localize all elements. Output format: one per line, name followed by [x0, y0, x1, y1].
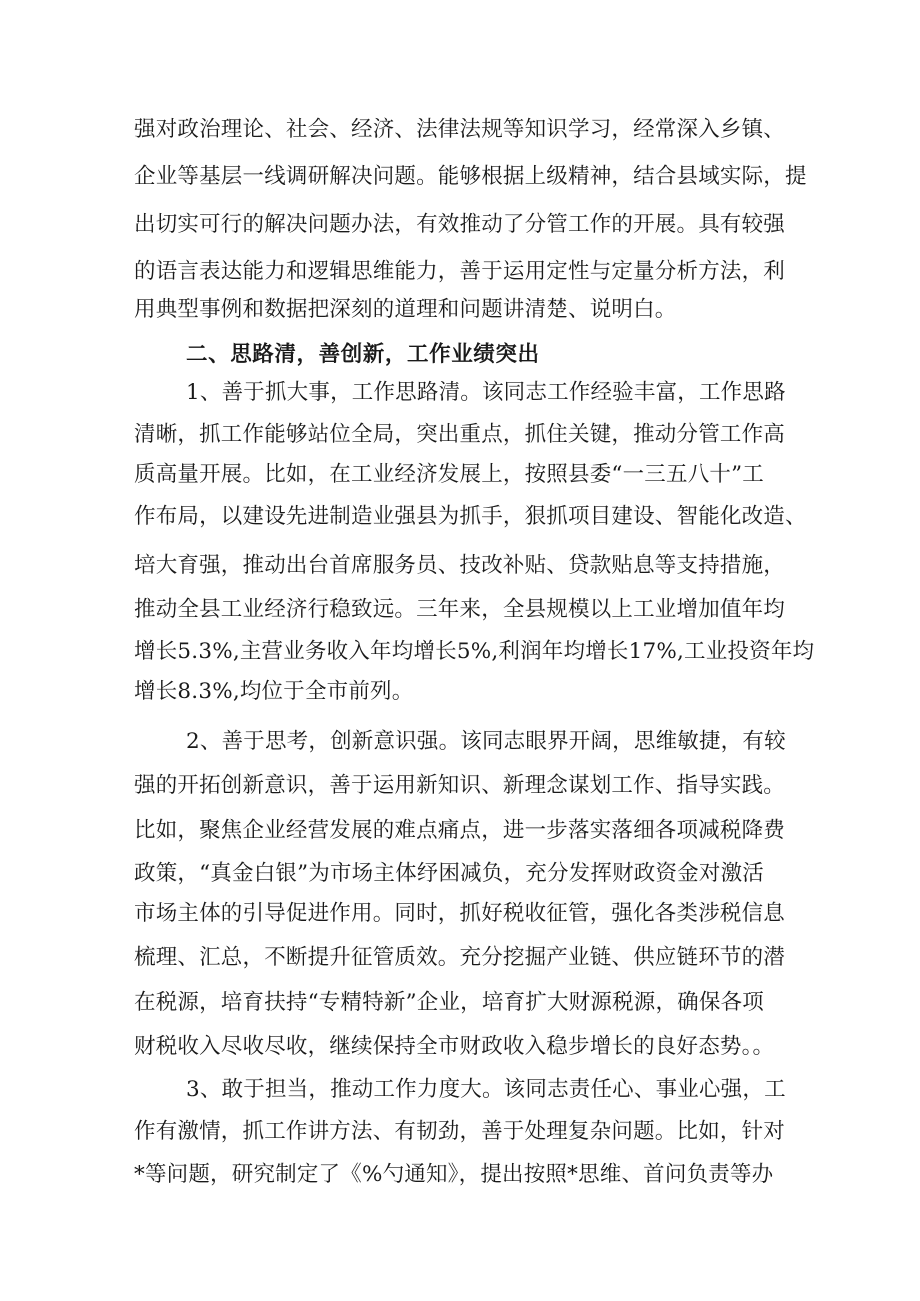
paragraph-line: 2、善于思考，创新意识强。该同志眼界开阔，思维敏捷，有较 — [186, 729, 786, 754]
paragraph-line: 作布局，以建设先进制造业强县为抓手，狠抓项目建设、智能化改造、 — [134, 504, 807, 529]
paragraph-line: 政策，“真金白银”为市场主体纾困减负，充分发挥财政资金对激活 — [134, 861, 764, 886]
paragraph-line: 推动全县工业经济行稳致远。三年来，全县规模以上工业增加值年均 — [134, 597, 786, 622]
paragraph-line: 3、敢于担当，推动工作力度大。该同志责任心、事业心强，工 — [186, 1077, 786, 1102]
paragraph-line: 培大育强，推动出台首席服务员、技改补贴、贷款贴息等支持措施， — [134, 553, 786, 578]
paragraph-line: 市场主体的引导促进作用。同时，抓好税收征管，强化各类涉税信息 — [134, 901, 786, 926]
paragraph-line: 在税源，培育扶持“专精特新”企业，培育扩大财源税源，确保各项 — [134, 990, 764, 1015]
paragraph-line: 增长8.3%,均位于全市前列。 — [134, 679, 414, 704]
paragraph-line: 出切实可行的解决问题办法，有效推动了分管工作的开展。具有较强 — [134, 212, 786, 237]
paragraph-line: *等问题，研究制定了《%勺通知》，提出按照*思维、首问负责等办 — [134, 1162, 774, 1187]
section-heading: 二、思路清，善创新，工作业绩突出 — [186, 342, 540, 367]
paragraph-line: 增长5.3%,主营业务收入年均增长5%,利润年均增长17%,工业投资年均 — [134, 639, 815, 664]
paragraph-line: 梳理、汇总，不断提升征管质效。充分挖掘产业链、供应链环节的潜 — [134, 945, 786, 970]
paragraph-line: 作有激情，抓工作讲方法、有韧劲，善于处理复杂问题。比如，针对 — [134, 1119, 786, 1144]
paragraph-line: 强对政治理论、社会、经济、法律法规等知识学习，经常深入乡镇、 — [134, 117, 786, 142]
paragraph-line: 比如，聚焦企业经营发展的难点痛点，进一步落实落细各项减税降费 — [134, 818, 786, 843]
paragraph-line: 的语言表达能力和逻辑思维能力，善于运用定性与定量分析方法，利 — [134, 259, 786, 284]
paragraph-line: 1、善于抓大事，工作思路清。该同志工作经验丰富，工作思路 — [186, 380, 786, 405]
paragraph-line: 强的开拓创新意识，善于运用新知识、新理念谋划工作、指导实践。 — [134, 773, 786, 798]
paragraph-line: 财税收入尽收尽收，继续保持全市财政收入稳步增长的良好态势。。 — [134, 1034, 775, 1059]
paragraph-line: 企业等基层一线调研解决问题。能够根据上级精神，结合县域实际，提 — [134, 164, 807, 189]
paragraph-line: 质高量开展。比如，在工业经济发展上，按照县委“一三五八十”工 — [134, 462, 764, 487]
paragraph-line: 清晰，抓工作能够站位全局，突出重点，抓住关键，推动分管工作高 — [134, 422, 786, 447]
paragraph-line: 用典型事例和数据把深刻的道理和问题讲清楚、说明白。 — [134, 297, 677, 322]
